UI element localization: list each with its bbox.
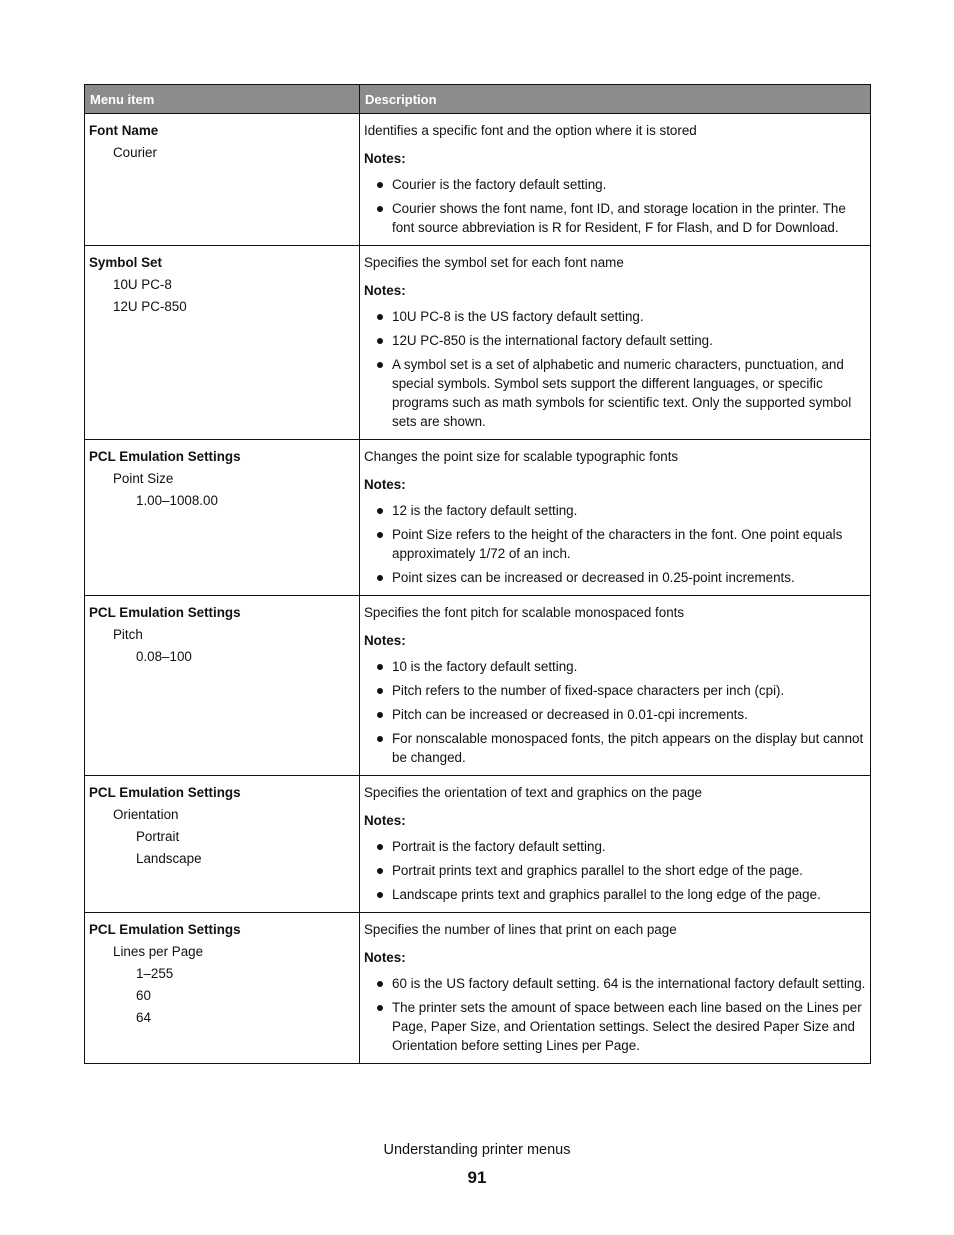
menu-item-option: 60 bbox=[136, 988, 151, 1003]
menu-item-cell bbox=[85, 440, 360, 596]
menu-item-submenu: 12U PC-850 bbox=[113, 299, 187, 314]
description-cell bbox=[360, 114, 871, 246]
bullet-icon bbox=[377, 532, 383, 538]
notes-label: Notes: bbox=[364, 477, 406, 492]
description-cell bbox=[360, 246, 871, 440]
description-summary: Specifies the orientation of text and graphics on the page bbox=[364, 785, 702, 800]
bullet-icon bbox=[377, 362, 383, 368]
bullet-icon bbox=[377, 314, 383, 320]
note-item bbox=[364, 199, 866, 237]
menu-item-option: 64 bbox=[136, 1010, 151, 1025]
description-summary: Specifies the symbol set for each font name bbox=[364, 255, 624, 270]
menu-item-cell bbox=[85, 913, 360, 1064]
menu-item-submenu: Courier bbox=[113, 145, 157, 160]
table-row bbox=[85, 596, 871, 776]
menu-item-submenu: 10U PC-8 bbox=[113, 277, 172, 292]
note-item bbox=[364, 861, 866, 880]
note-text: 12 is the factory default setting. bbox=[392, 503, 578, 518]
menu-table bbox=[84, 84, 871, 1064]
bullet-icon bbox=[377, 892, 383, 898]
note-text: Courier shows the font name, font ID, and storage location in the printer. The font source abbreviation is R for Resident, F for Flash, and D for Download. bbox=[392, 201, 846, 235]
bullet-icon bbox=[377, 981, 383, 987]
table-header-row bbox=[85, 85, 871, 114]
menu-item-option: 1.00–1008.00 bbox=[136, 493, 218, 508]
notes-list bbox=[364, 974, 866, 1055]
bullet-icon bbox=[377, 182, 383, 188]
menu-item-option: 0.08–100 bbox=[136, 649, 192, 664]
menu-item-submenu: Lines per Page bbox=[113, 944, 204, 959]
notes-label: Notes: bbox=[364, 813, 406, 828]
menu-item-title: PCL Emulation Settings bbox=[89, 605, 241, 620]
menu-item-title: Symbol Set bbox=[89, 255, 162, 270]
bullet-icon bbox=[377, 868, 383, 874]
bullet-icon bbox=[377, 575, 383, 581]
bullet-icon bbox=[377, 712, 383, 718]
bullet-icon bbox=[377, 508, 383, 514]
note-text: 10 is the factory default setting. bbox=[392, 659, 578, 674]
table-row bbox=[85, 114, 871, 246]
menu-item-option: Portrait bbox=[136, 829, 180, 844]
menu-item-option: 1–255 bbox=[136, 966, 174, 981]
bullet-icon bbox=[377, 1005, 383, 1011]
bullet-icon bbox=[377, 664, 383, 670]
notes-label: Notes: bbox=[364, 950, 406, 965]
note-text: The printer sets the amount of space between each line based on the Lines per Page, Paper Size, and Orientation settings. Select the desired Paper Size and Orientation before setting Lines per Page. bbox=[392, 1000, 862, 1053]
description-cell bbox=[360, 776, 871, 913]
description-cell bbox=[360, 913, 871, 1064]
table-row bbox=[85, 776, 871, 913]
note-text: Pitch refers to the number of fixed-space characters per inch (cpi). bbox=[392, 683, 785, 698]
note-item bbox=[364, 729, 866, 767]
note-text: Courier is the factory default setting. bbox=[392, 177, 607, 192]
notes-list bbox=[364, 307, 866, 431]
menu-item-submenu: Point Size bbox=[113, 471, 174, 486]
description-summary: Specifies the number of lines that print on each page bbox=[364, 922, 677, 937]
bullet-icon bbox=[377, 844, 383, 850]
note-item bbox=[364, 175, 866, 194]
menu-item-cell bbox=[85, 776, 360, 913]
note-item bbox=[364, 837, 866, 856]
description-summary: Specifies the font pitch for scalable monospaced fonts bbox=[364, 605, 685, 620]
note-text: Portrait prints text and graphics parallel to the short edge of the page. bbox=[392, 863, 803, 878]
note-text: Landscape prints text and graphics parallel to the long edge of the page. bbox=[392, 887, 821, 902]
menu-item-cell bbox=[85, 114, 360, 246]
bullet-icon bbox=[377, 206, 383, 212]
menu-item-title: PCL Emulation Settings bbox=[89, 449, 241, 464]
note-item bbox=[364, 568, 866, 587]
notes-list bbox=[364, 501, 866, 587]
menu-item-title: PCL Emulation Settings bbox=[89, 785, 241, 800]
description-cell bbox=[360, 596, 871, 776]
header-menu-item: Menu item bbox=[85, 85, 360, 114]
bullet-icon bbox=[377, 736, 383, 742]
notes-list bbox=[364, 657, 866, 767]
menu-item-submenu: Pitch bbox=[113, 627, 143, 642]
table-row bbox=[85, 913, 871, 1064]
description-cell bbox=[360, 440, 871, 596]
header-description: Description bbox=[360, 85, 871, 114]
menu-item-title: Font Name bbox=[89, 123, 159, 138]
note-item bbox=[364, 974, 866, 993]
note-item bbox=[364, 501, 866, 520]
note-text: 60 is the US factory default setting. 64 is the international factory default setting. bbox=[392, 976, 866, 991]
note-item bbox=[364, 525, 866, 563]
menu-item-option: Landscape bbox=[136, 851, 202, 866]
note-text: Pitch can be increased or decreased in 0.01-cpi increments. bbox=[392, 707, 748, 722]
note-item bbox=[364, 705, 866, 724]
notes-label: Notes: bbox=[364, 633, 406, 648]
table-body bbox=[85, 114, 871, 1064]
note-text: For nonscalable monospaced fonts, the pitch appears on the display but cannot be changed. bbox=[392, 731, 864, 765]
description-summary: Identifies a specific font and the option where it is stored bbox=[364, 123, 697, 138]
footer-section-title: Understanding printer menus bbox=[383, 1142, 571, 1158]
menu-item-cell bbox=[85, 596, 360, 776]
note-text: 10U PC-8 is the US factory default setting. bbox=[392, 309, 644, 324]
bullet-icon bbox=[377, 338, 383, 344]
note-item bbox=[364, 681, 866, 700]
menu-item-submenu: Orientation bbox=[113, 807, 179, 822]
page-number: 91 bbox=[467, 1168, 487, 1187]
note-item bbox=[364, 657, 866, 676]
note-item bbox=[364, 307, 866, 326]
table-row bbox=[85, 246, 871, 440]
menu-item-cell bbox=[85, 246, 360, 440]
note-item bbox=[364, 998, 866, 1055]
notes-list bbox=[364, 837, 866, 904]
note-text: 12U PC-850 is the international factory default setting. bbox=[392, 333, 713, 348]
table-row bbox=[85, 440, 871, 596]
note-text: Point Size refers to the height of the characters in the font. One point equals approximately 1/72 of an inch. bbox=[392, 527, 843, 561]
note-item bbox=[364, 355, 866, 431]
note-item bbox=[364, 885, 866, 904]
notes-list bbox=[364, 175, 866, 237]
note-text: Portrait is the factory default setting. bbox=[392, 839, 606, 854]
menu-item-title: PCL Emulation Settings bbox=[89, 922, 241, 937]
description-summary: Changes the point size for scalable typographic fonts bbox=[364, 449, 679, 464]
note-item bbox=[364, 331, 866, 350]
note-text: A symbol set is a set of alphabetic and numeric characters, punctuation, and special symbols. Symbol sets support the different languages, or specific programs such as math symbols for scientific text. Only the supported symbol sets are shown. bbox=[392, 357, 852, 429]
note-text: Point sizes can be increased or decreased in 0.25-point increments. bbox=[392, 570, 795, 585]
bullet-icon bbox=[377, 688, 383, 694]
notes-label: Notes: bbox=[364, 283, 406, 298]
notes-label: Notes: bbox=[364, 151, 406, 166]
